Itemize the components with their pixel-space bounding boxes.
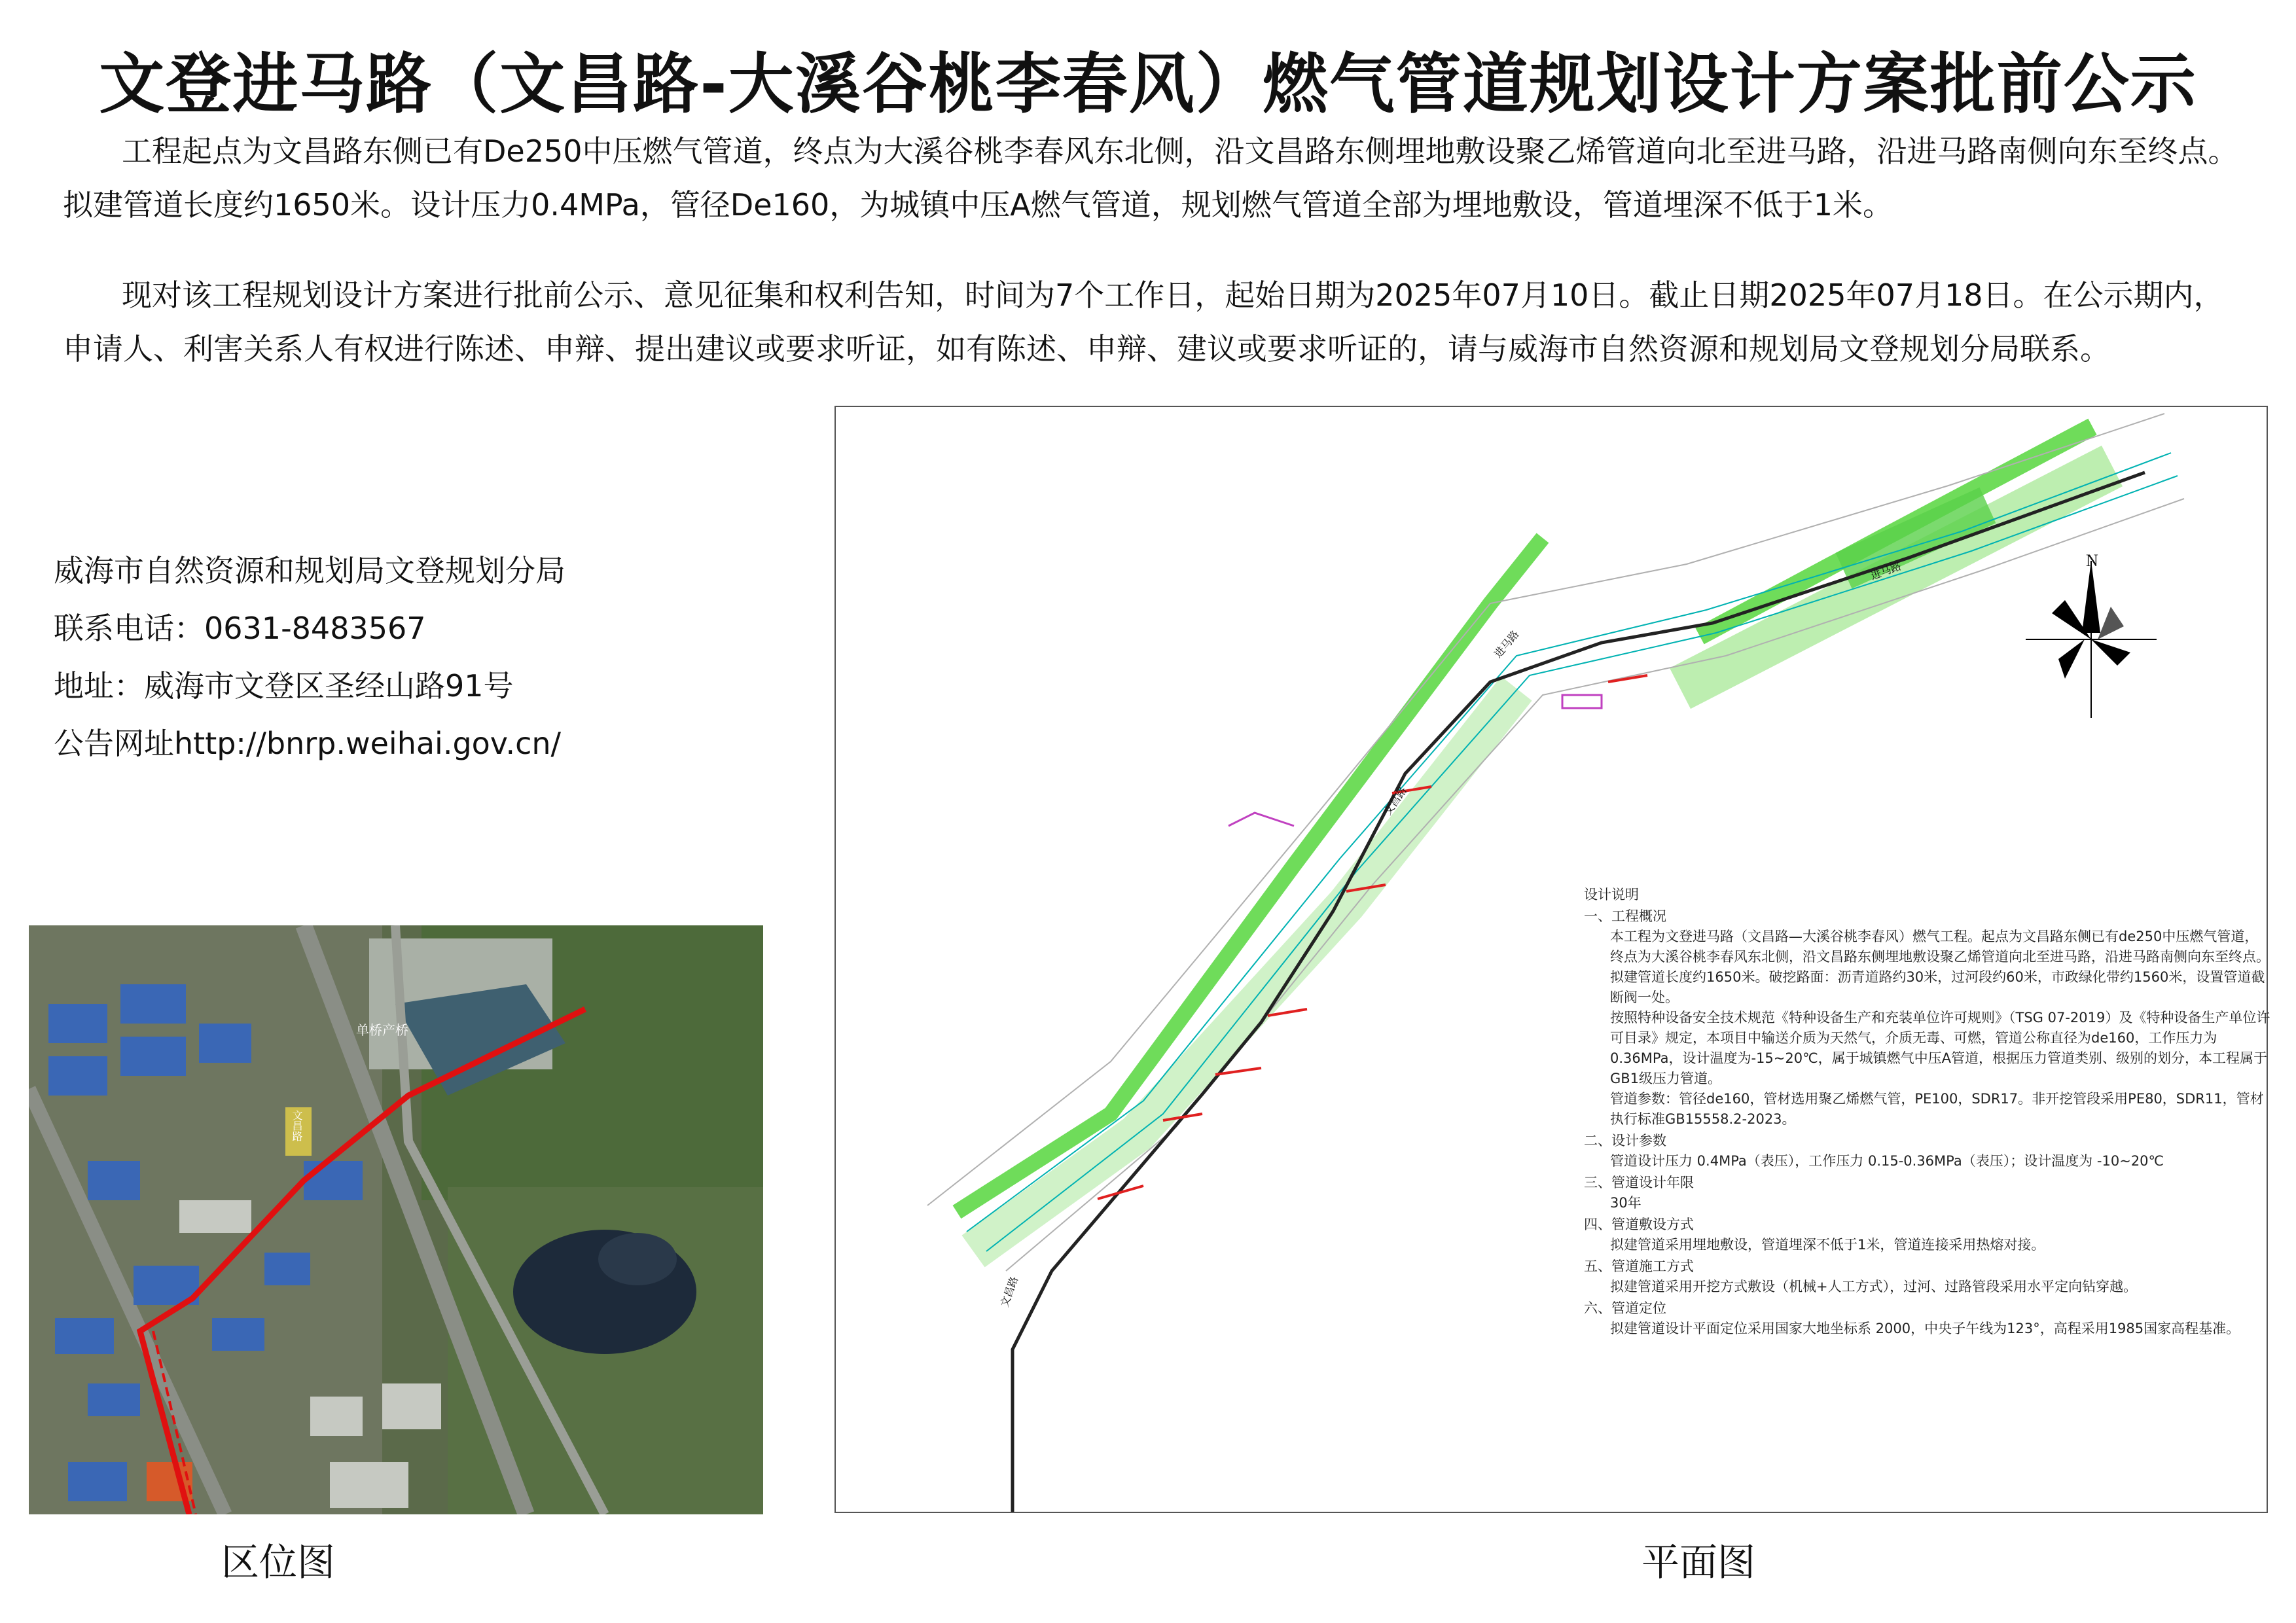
plan-road-label-1: 进马路 [1869, 560, 1903, 582]
design-notes-heading-6: 六、管道定位 [1584, 1300, 1666, 1316]
design-notes-body-3: 30年 [1610, 1195, 1641, 1211]
contact-phone: 联系电话：0631-8483567 [54, 611, 426, 646]
project-description-paragraph [63, 124, 2249, 232]
contact-website[interactable]: 公告网址http://bnrp.weihai.gov.cn/ [54, 726, 562, 761]
north-arrow-icon [2026, 561, 2157, 718]
design-notes-heading-3: 三、管道设计年限 [1584, 1175, 1694, 1190]
design-notes-body-2: 管道设计压力 0.4MPa（表压），工作压力 0.15-0.36MPa（表压）；设计温度为 -10~20℃ [1610, 1153, 2164, 1169]
plan-road-label-3: 文昌路 [1381, 784, 1410, 818]
design-notes-body-1c: 管道参数：管径de160，管材选用聚乙烯燃气管，PE100，SDR17。非开挖管段采用PE80，SDR11，管材执行标准GB15558.2-2023。 [1610, 1091, 2264, 1127]
notice-text: 现对该工程规划设计方案进行批前公示、意见征集和权利告知，时间为7个工作日，起始日期为2025年07月10日。截止日期2025年07月18日。在公示期内，申请人、利害关系人有权进行陈述、申辩、提出建议或要求听证，如有陈述、申辩、建议或要求听证的，请与威海市自然资源和规划局文登规划分局联系。 [63, 277, 2224, 366]
design-notes-body-5: 拟建管道采用开挖方式敷设（机械+人工方式），过河、过路管段采用水平定向钻穿越。 [1610, 1279, 2138, 1294]
plan-road-label-4: 文昌路 [997, 1275, 1021, 1309]
design-notes-heading-4: 四、管道敷设方式 [1584, 1217, 1694, 1232]
design-notes-body-1: 本工程为文登进马路（文昌路—大溪谷桃李春风）燃气工程。起点为文昌路东侧已有de250中压燃气管道，终点为大溪谷桃李春风东北侧，沿文昌路东侧埋地敷设聚乙烯管道向北至进马路，沿进马路南侧向东至终点。拟建管道长度约1650米。破挖路面：沥青道路约30米，过河段约60米，市政绿化带约1560米，设置管道截断阀一处。 [1610, 929, 2270, 1005]
design-notes-body-1b: 按照特种设备安全技术规范《特种设备生产和充装单位许可规则》（TSG 07-2019）及《特种设备生产单位许可目录》规定，本项目中输送介质为天然气，介质无毒、可燃，管道公称直径为de160，工作压力为0.36MPa，设计温度为-15~20℃，属于城镇燃气中压A管道，根据压力管道类别、级别的划分，本工程属于GB1级压力管道。 [1610, 1010, 2270, 1086]
plan-map-caption: 平面图 [1641, 1540, 1756, 1584]
notice-paragraph [63, 268, 2249, 376]
design-notes-title: 设计说明 [1584, 887, 1639, 902]
map-label-bridge: 单桥产桥 [356, 1022, 408, 1038]
map-label-road: 文昌路 [291, 1110, 303, 1141]
page-title: 文登进马路（文昌路-大溪谷桃李春风）燃气管道规划设计方案批前公示 [99, 46, 2197, 122]
contact-org: 威海市自然资源和规划局文登规划分局 [54, 553, 565, 588]
design-notes [1584, 885, 2271, 1339]
design-notes-body-4: 拟建管道采用埋地敷设，管道埋深不低于1米，管道连接采用热熔对接。 [1610, 1237, 2045, 1253]
north-label: N [2086, 551, 2098, 570]
contact-address: 地址：威海市文登区圣经山路91号 [54, 668, 514, 704]
location-satellite-map [29, 925, 763, 1514]
design-notes-heading-1: 一、工程概况 [1584, 908, 1666, 924]
plan-road-label-2: 进马路 [1492, 628, 1522, 660]
design-notes-body-6: 拟建管道设计平面定位采用国家大地坐标系 2000，中央子午线为123°，高程采用1985国家高程基准。 [1610, 1321, 2240, 1336]
design-notes-heading-5: 五、管道施工方式 [1584, 1258, 1694, 1274]
satellite-image [29, 925, 763, 1514]
location-map-caption: 区位图 [221, 1540, 336, 1584]
design-notes-heading-2: 二、设计参数 [1584, 1133, 1666, 1149]
project-description-text: 工程起点为文昌路东侧已有De250中压燃气管道，终点为大溪谷桃李春风东北侧，沿文昌路东侧埋地敷设聚乙烯管道向北至进马路，沿进马路南侧向东至终点。拟建管道长度约1650米。设计压力0.4MPa，管径De160，为城镇中压A燃气管道，规划燃气管道全部为埋地敷设，管道埋深不低于1米。 [63, 134, 2238, 223]
